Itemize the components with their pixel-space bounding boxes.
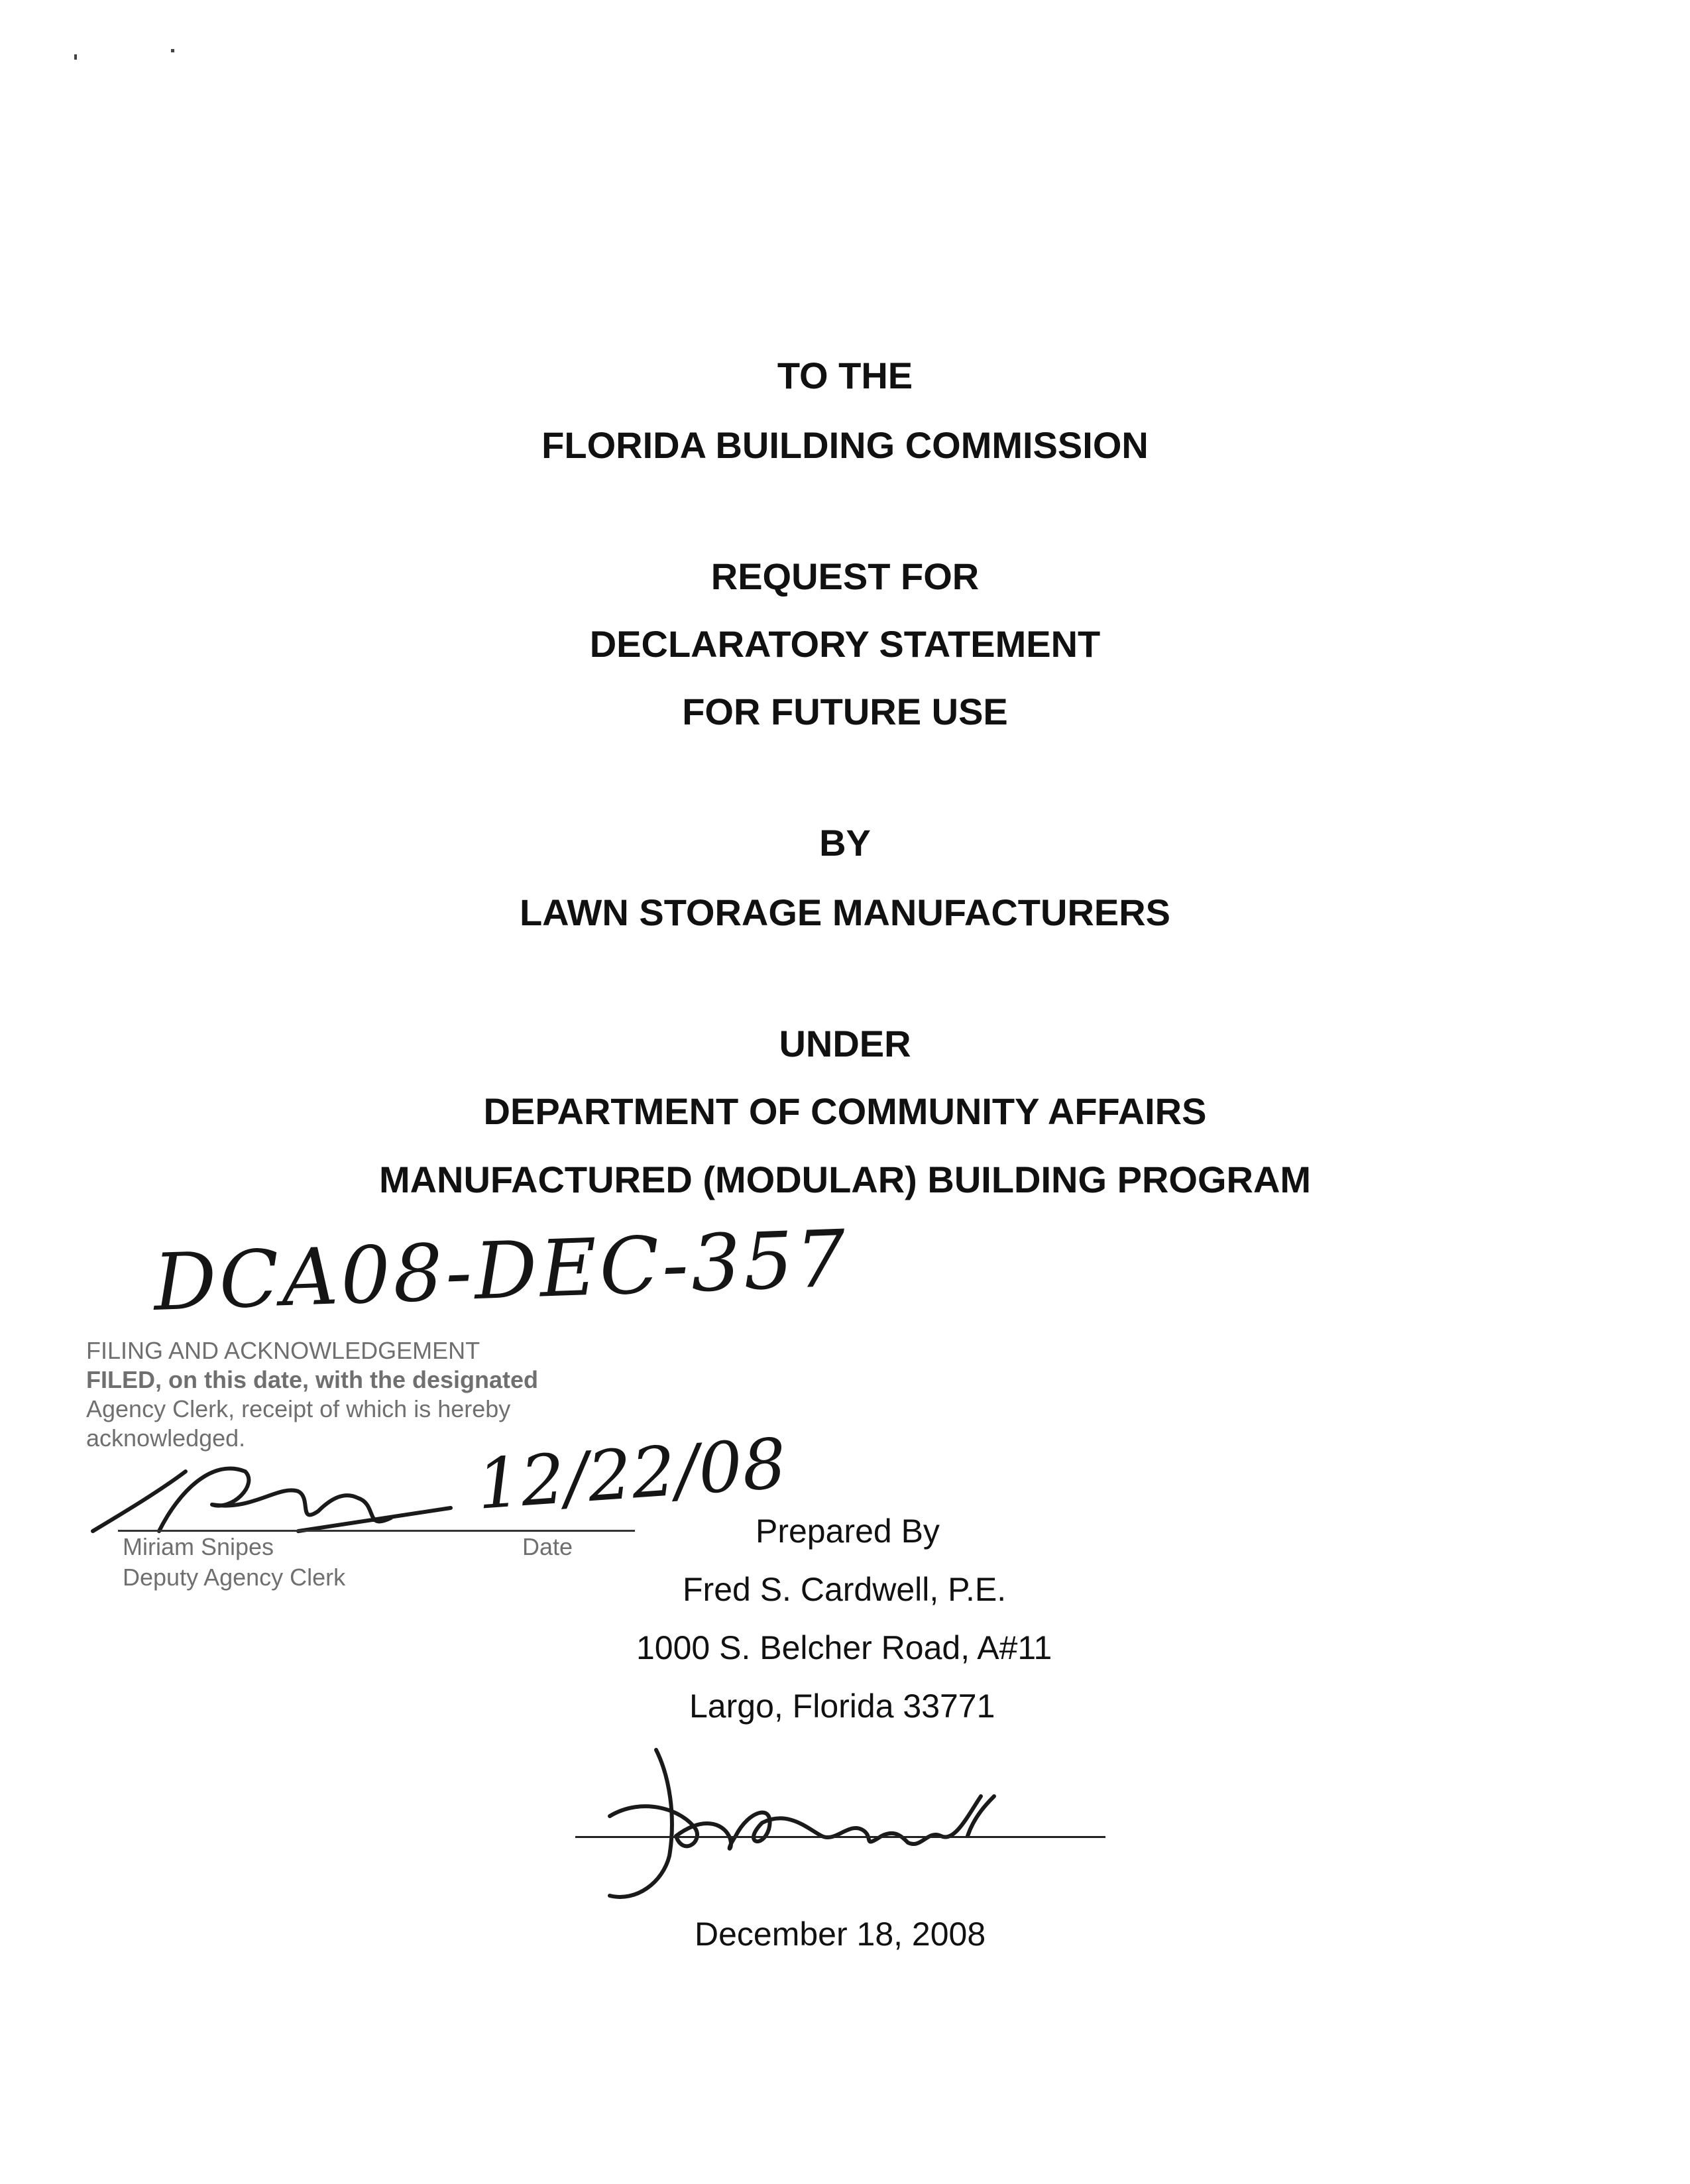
preparer-signature <box>570 1737 1113 1909</box>
heading-lawn-storage: LAWN STORAGE MANUFACTURERS <box>519 891 1171 933</box>
preparer-name: Fred S. Cardwell, P.E. <box>683 1571 1007 1608</box>
stamp-date-label: Date <box>522 1533 573 1560</box>
stamp-clerk-name: Miriam Snipes <box>123 1533 274 1560</box>
stamp-signature-line <box>118 1530 635 1532</box>
preparer-city: Largo, Florida 33771 <box>689 1688 995 1725</box>
heading-by: BY <box>819 822 871 864</box>
stamp-line-3: acknowledged. <box>86 1424 246 1452</box>
heading-to-the: TO THE <box>777 355 913 396</box>
preparer-address: 1000 S. Belcher Road, A#11 <box>636 1629 1052 1666</box>
stamp-clerk-title: Deputy Agency Clerk <box>123 1564 346 1591</box>
stamp-line-1: FILED, on this date, with the designated <box>86 1366 539 1393</box>
prepared-by-label: Prepared By <box>756 1513 940 1550</box>
heading-future-use: FOR FUTURE USE <box>682 691 1008 732</box>
handwritten-case-number: DCA08-DEC-357 <box>152 1212 850 1328</box>
heading-declaratory-statement: DECLARATORY STATEMENT <box>589 623 1101 665</box>
scan-speck <box>171 49 174 52</box>
heading-dca: DEPARTMENT OF COMMUNITY AFFAIRS <box>483 1090 1207 1132</box>
preparer-signature-line <box>575 1836 1105 1838</box>
stamp-title: FILING AND ACKNOWLEDGEMENT <box>86 1337 480 1364</box>
stamp-line-2: Agency Clerk, receipt of which is hereby <box>86 1395 511 1422</box>
handwritten-filing-date: 12/22/08 <box>474 1422 789 1525</box>
heading-modular-program: MANUFACTURED (MODULAR) BUILDING PROGRAM <box>378 1159 1312 1200</box>
document-date: December 18, 2008 <box>695 1916 986 1953</box>
heading-commission: FLORIDA BUILDING COMMISSION <box>541 424 1149 466</box>
heading-under: UNDER <box>779 1023 911 1064</box>
scan-speck <box>74 54 77 60</box>
heading-request-for: REQUEST FOR <box>710 555 980 597</box>
